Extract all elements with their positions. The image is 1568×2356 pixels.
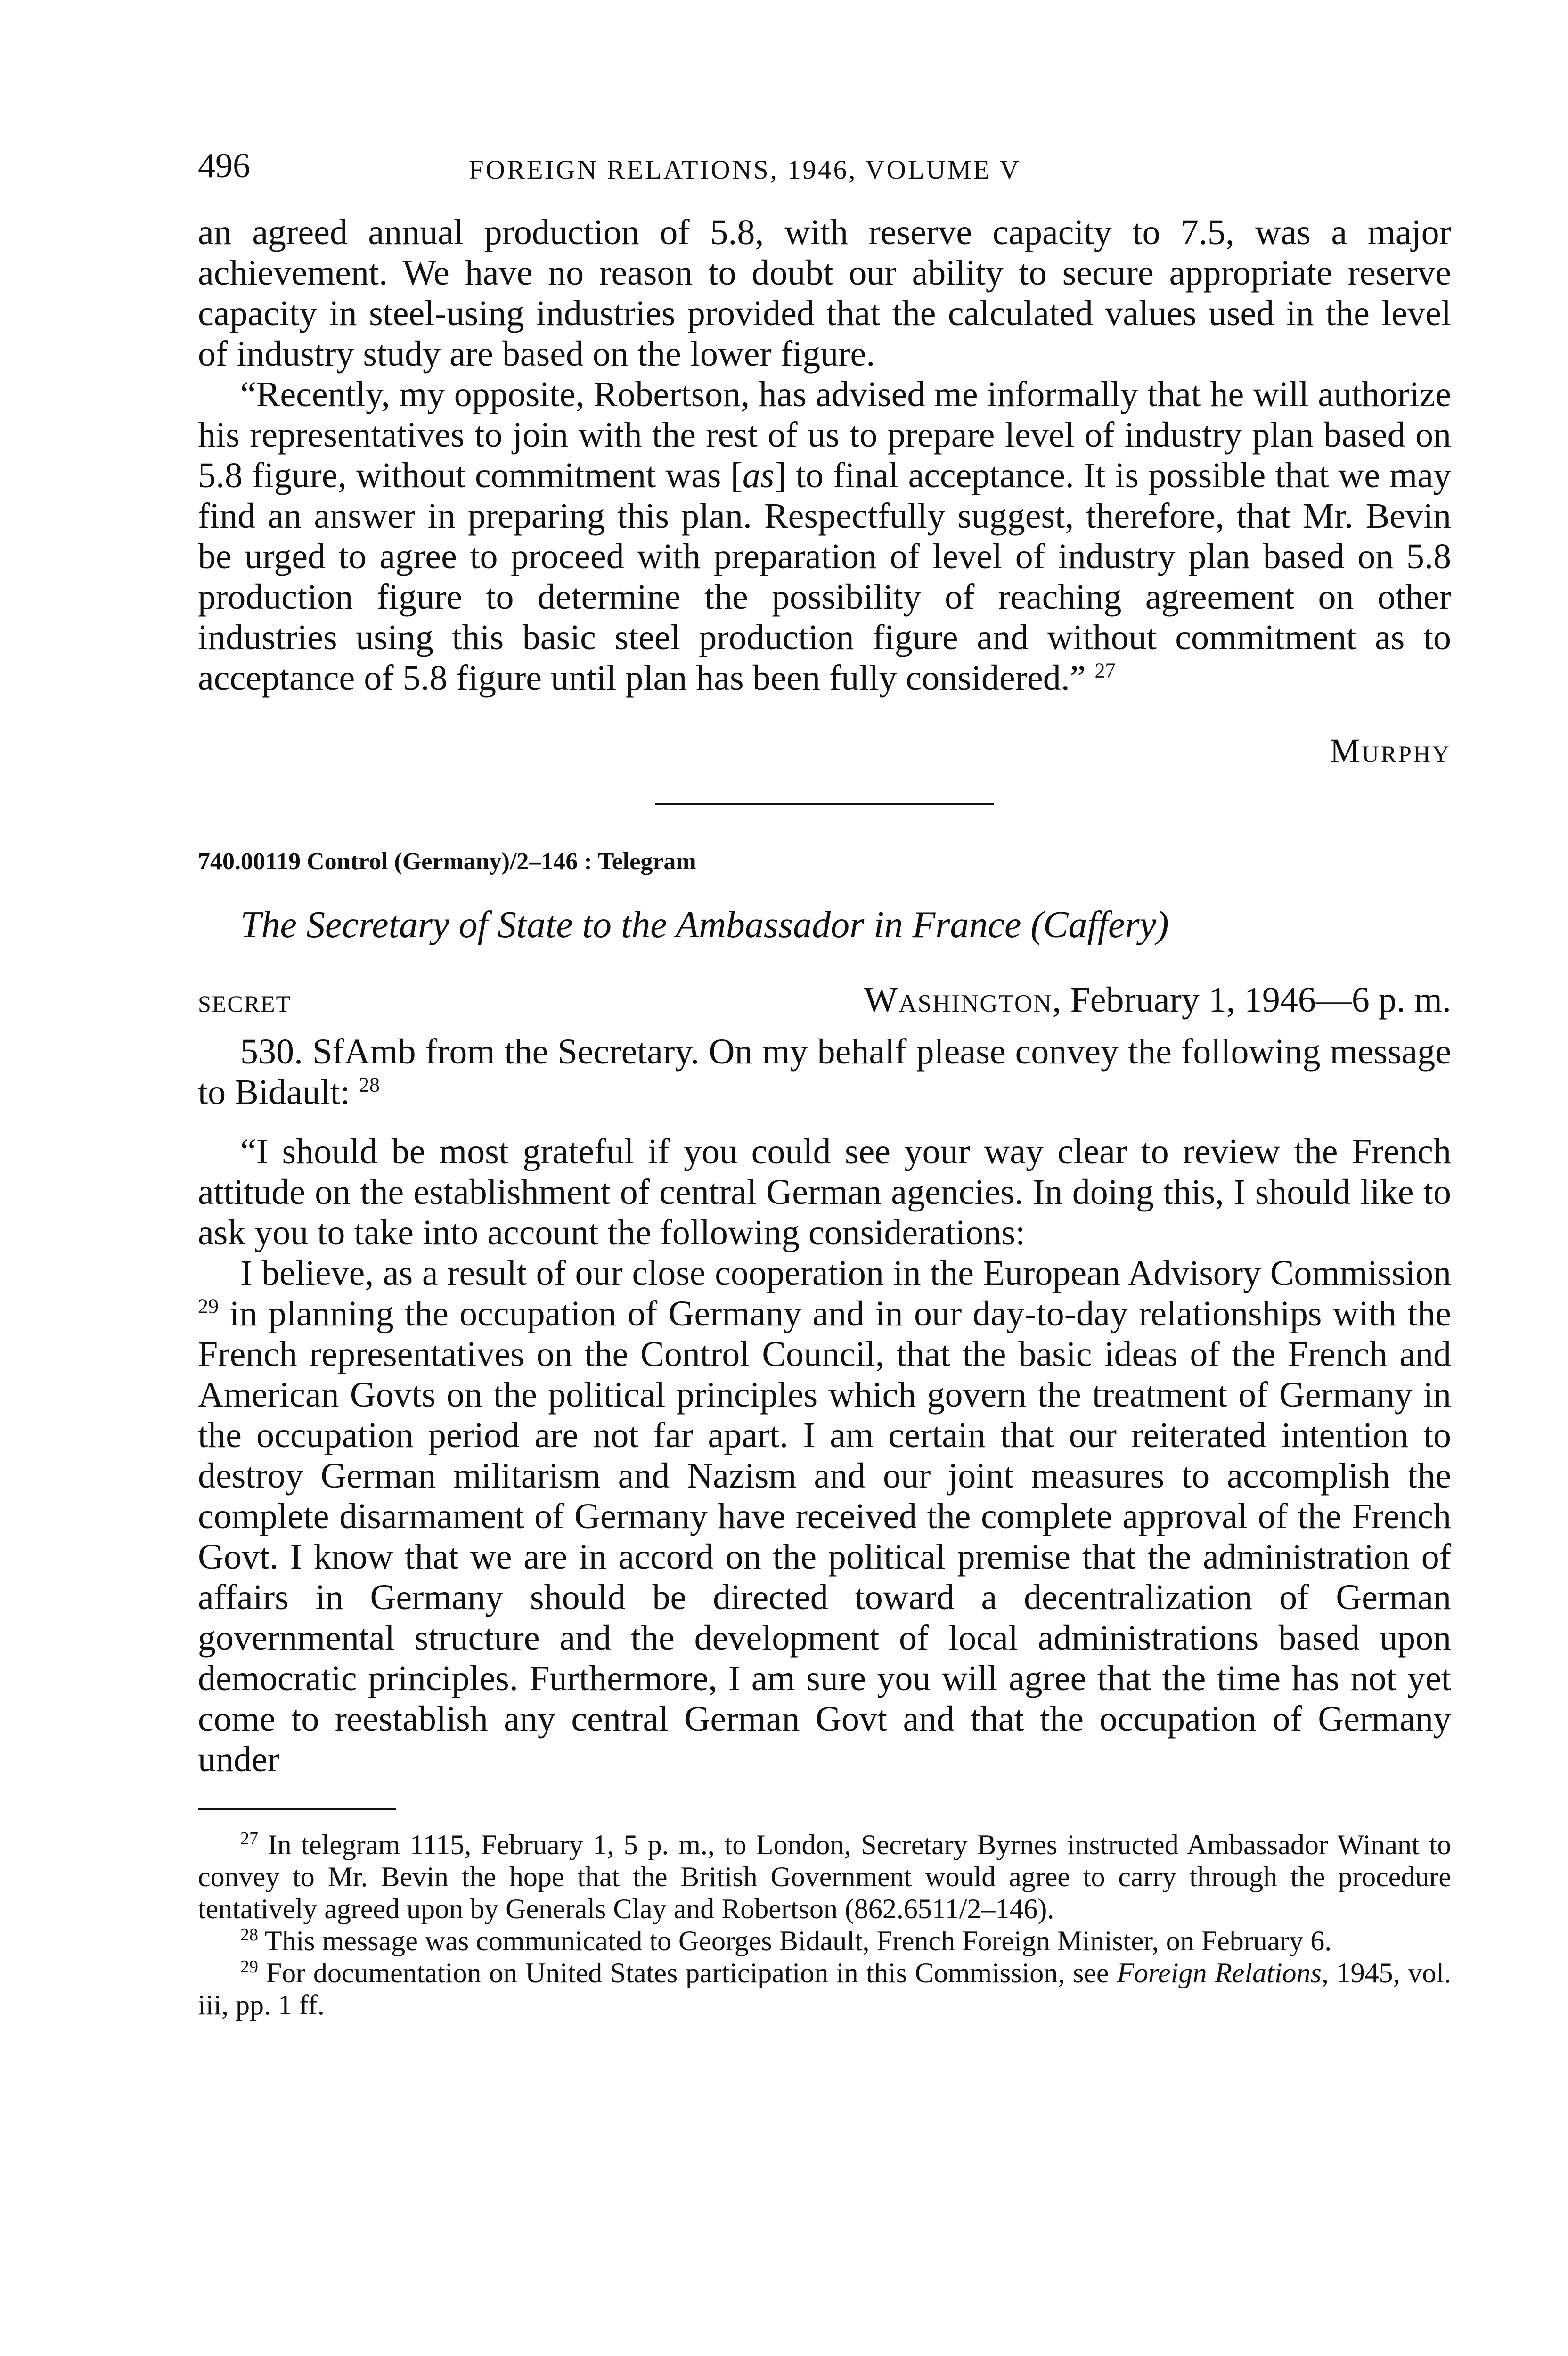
footnote-text-end: , 1945, vol. iii, pp. 1 ff. [198, 1957, 1452, 2021]
dateline-row [198, 980, 1451, 1031]
footnote-29 [198, 1957, 1451, 2021]
page-number: 496 [198, 147, 250, 185]
footnote-ref-29[interactable]: 29 [198, 1294, 219, 1318]
dateline-place: Washington [864, 980, 1053, 1020]
continuation-paragraph-1: an agreed annual production of 5.8, with reserve capacity to 7.5, was a major achievement. We have no reason to doubt our ability to secure appropriate reserve capacity in steel-using industries provided that the calculated values used in the level of industry study are based on the lower figure. [198, 213, 1451, 374]
quote-paragraph-1: “I should be most grateful if you could see your way clear to review the French attitude on the establishment of central German agencies. In doing this, I should like to ask you to take into account the following considerations: [198, 1132, 1451, 1252]
document-id: 740.00119 Control (Germany)/2–146 : Telegram [198, 848, 696, 875]
running-title: FOREIGN RELATIONS, 1946, VOLUME V [469, 155, 1021, 185]
footnote-text: In telegram 1115, February 1, 5 p. m., to London, Secretary Byrnes instructed Ambassador Winant to convey to Mr. Bevin the hope that the British Government would agree to carry through the procedure tentatively agreed upon by Generals Clay and Robertson (862.6511/2–146). [198, 1829, 1451, 1924]
editorial-insertion: as [742, 456, 775, 495]
quoted-message [198, 1131, 1451, 1780]
page-header [198, 146, 1451, 212]
document-page [198, 146, 1451, 2021]
dateline [864, 980, 1451, 1021]
footnote-28 [198, 1925, 1451, 1957]
footnote-text: For documentation on United States participation in this Commission, see [266, 1957, 1109, 1988]
footnote-text: This message was communicated to Georges Bidault, French Foreign Minister, on February 6. [264, 1925, 1332, 1956]
footnote-number: 28 [240, 1925, 258, 1945]
classification-label: SECRET [198, 990, 292, 1017]
opening-text: 530. SfAmb from the Secretary. On my behalf please convey the following message to Bidault: [198, 1032, 1451, 1112]
footnotes [198, 1829, 1451, 2021]
footnote-rule [198, 1808, 396, 1810]
opening-paragraph [198, 1031, 1451, 1113]
quote-paragraph-2 [198, 1253, 1451, 1780]
footnote-number: 29 [240, 1957, 258, 1977]
footnote-ref-28[interactable]: 28 [359, 1073, 380, 1096]
continuation-paragraph-2 [198, 374, 1451, 698]
paragraph-2-text-b: ] to final acceptance. It is possible that we may find an answer in preparing this plan. Respectfully suggest, therefore, that Mr. Bevin be urged to agree to proceed with preparation of level of industry plan based on 5.8 production figure to determine the possibility of reaching agreement on other industries using this basic steel production figure and without commitment as to acceptance of 5.8 figure until plan has been fully considered.” [198, 456, 1451, 698]
paragraph-2-text-a: “Recently, my opposite, Robertson, has advised me informally that he will authorize his representatives to join with the rest of us to prepare level of industry plan based on 5.8 figure, without commitment was [ [198, 375, 1451, 495]
quote-2-text-a: I believe, as a result of our close cooperation in the European Advisory Commission [240, 1253, 1451, 1293]
footnote-ref-27[interactable]: 27 [1094, 659, 1116, 682]
signature: Murphy [1330, 732, 1451, 769]
footnote-27 [198, 1829, 1451, 1925]
section-divider [655, 803, 994, 805]
dateline-date: , February 1, 1946—6 p. m. [1052, 980, 1451, 1020]
publication-title: Foreign Relations [1117, 1957, 1322, 1988]
quote-2-text-b: in planning the occupation of Germany and in our day-to-day relationships with the French representatives on the Control Council, that the basic ideas of the French and American Govts on the political principles which govern the treatment of Germany in the occupation period are not far apart. I am certain that our reiterated intention to destroy German militarism and Nazism and our joint measures to accomplish the complete disarmament of Germany have received the complete approval of the French Govt. I know that we are in accord on the political premise that the administration of affairs in Germany should be directed toward a decentralization of German governmental structure and the development of local administrations based upon democratic principles. Furthermore, I am sure you will agree that the time has not yet come to reestablish any central German Govt and that the occupation of Germany under [198, 1294, 1451, 1779]
document-title: The Secretary of State to the Ambassador in France (Caffery) [240, 904, 1169, 946]
footnote-number: 27 [240, 1829, 258, 1849]
